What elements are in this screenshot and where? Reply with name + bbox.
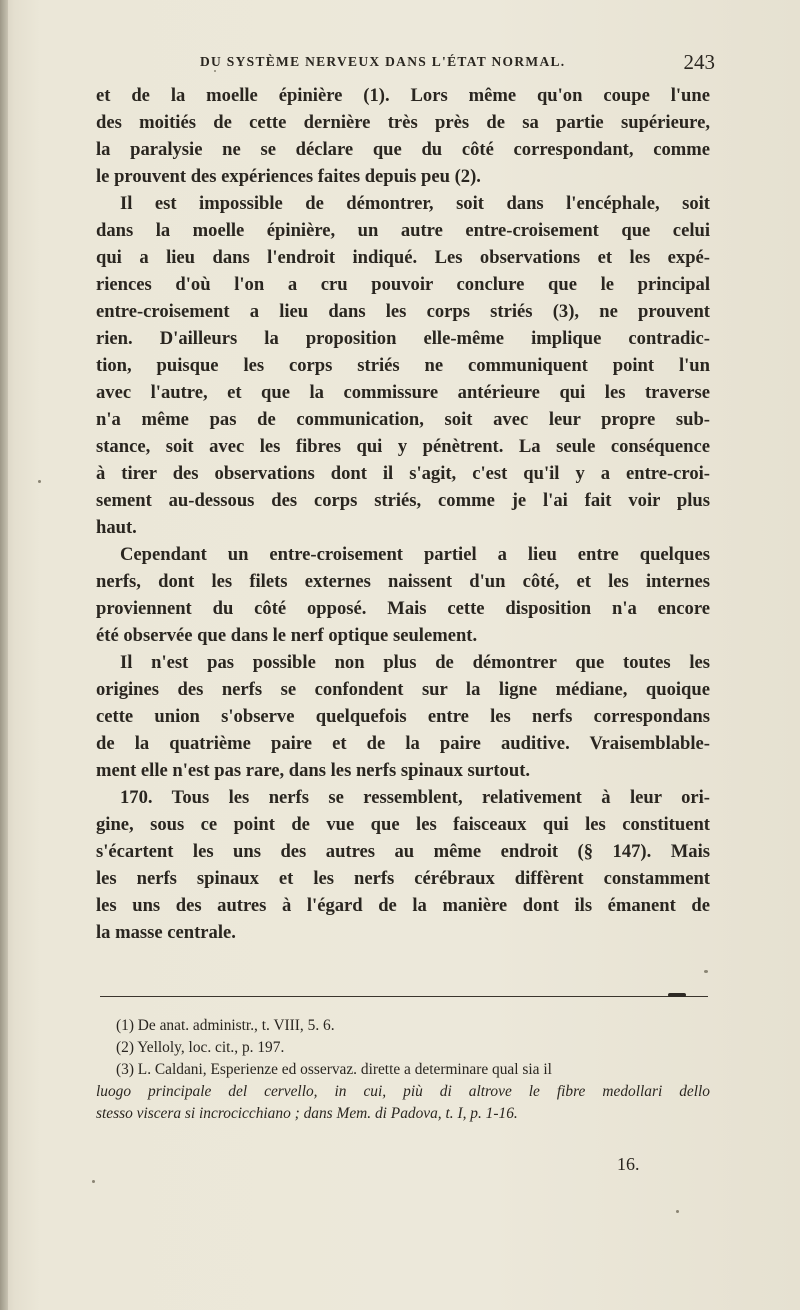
text-line: stance, soit avec les fibres qui y pénètrent. La seule conséquence bbox=[96, 436, 710, 457]
paper-speck bbox=[38, 480, 41, 483]
footnote-3: (3) L. Caldani, Esperienze ed osservaz. dirette a determinare qual sia il bbox=[116, 1061, 552, 1078]
footnote-separator bbox=[100, 996, 708, 997]
text-line: les uns des autres à l'égard de la manière dont ils émanent de bbox=[96, 895, 710, 916]
text-line: n'a même pas de communication, soit avec leur propre sub- bbox=[96, 409, 710, 430]
text-line: gine, sous ce point de vue que les faisceaux qui les constituent bbox=[96, 814, 710, 835]
text-line: la masse centrale. bbox=[96, 922, 236, 943]
text-line: riences d'où l'on a cru pouvoir conclure que le principal bbox=[96, 274, 710, 295]
text-line: nerfs, dont les filets externes naissent d'un côté, et les internes bbox=[96, 571, 710, 592]
paper-speck bbox=[704, 970, 708, 973]
text-line: des moitiés de cette dernière très près de sa partie supérieure, bbox=[96, 112, 710, 133]
text-line: les nerfs spinaux et les nerfs cérébraux diffèrent constamment bbox=[96, 868, 710, 889]
page-number: 243 bbox=[683, 50, 715, 74]
text-line: sement au-dessous des corps striés, comme je l'ai fait voir plus bbox=[96, 490, 710, 511]
text-line: la paralysie ne se déclare que du côté correspondant, comme bbox=[96, 139, 710, 160]
separator-ornament bbox=[668, 993, 686, 997]
text-line: qui a lieu dans l'endroit indiqué. Les observations et les expé- bbox=[96, 247, 710, 268]
text-line: proviennent du côté opposé. Mais cette disposition n'a encore bbox=[96, 598, 710, 619]
paper-speck bbox=[676, 1210, 679, 1213]
footnote-3-continuation: stesso viscera si incrocicchiano ; dans Mem. di Padova, t. I, p. 1-16. bbox=[96, 1105, 518, 1122]
text-line: haut. bbox=[96, 517, 137, 538]
page-spine-shadow bbox=[0, 0, 8, 1310]
text-line: s'écartent les uns des autres au même endroit (§ 147). Mais bbox=[96, 841, 710, 862]
text-line: à tirer des observations dont il s'agit, c'est qu'il y a entre-croi- bbox=[96, 463, 710, 484]
page-header bbox=[200, 50, 715, 78]
text-line: ment elle n'est pas rare, dans les nerfs spinaux surtout. bbox=[96, 760, 531, 781]
text-line: Il n'est pas possible non plus de démontrer que toutes les bbox=[120, 652, 710, 673]
text-line: origines des nerfs se confondent sur la ligne médiane, quoique bbox=[96, 679, 710, 700]
text-line: cette union s'observe quelquefois entre les nerfs correspondans bbox=[96, 706, 710, 727]
signature-mark: 16. bbox=[617, 1154, 640, 1174]
text-line: tion, puisque les corps striés ne communiquent point l'un bbox=[96, 355, 710, 376]
main-text bbox=[96, 82, 710, 946]
text-line: Cependant un entre-croisement partiel a lieu entre quelques bbox=[120, 544, 710, 565]
footnote-1: (1) De anat. administr., t. VIII, 5. 6. bbox=[116, 1017, 335, 1034]
paper-speck bbox=[214, 70, 216, 72]
footnotes bbox=[96, 1015, 710, 1125]
text-line: le prouvent des expériences faites depuis peu (2). bbox=[96, 166, 481, 187]
text-line: et de la moelle épinière (1). Lors même qu'on coupe l'une bbox=[96, 85, 710, 106]
text-line: 170. Tous les nerfs se ressemblent, relativement à leur ori- bbox=[120, 787, 710, 808]
paper-speck bbox=[92, 1180, 95, 1183]
text-line: avec l'autre, et que la commissure antérieure qui les traverse bbox=[96, 382, 710, 403]
footnote-2: (2) Yelloly, loc. cit., p. 197. bbox=[116, 1039, 285, 1056]
text-line: Il est impossible de démontrer, soit dans l'encéphale, soit bbox=[120, 193, 710, 214]
footnote-3-continuation: luogo principale del cervello, in cui, più di altrove le fibre medollari dello bbox=[96, 1083, 710, 1100]
text-line: été observée que dans le nerf optique seulement. bbox=[96, 625, 478, 646]
running-title: DU SYSTÈME NERVEUX DANS L'ÉTAT NORMAL. bbox=[200, 54, 566, 69]
text-line: rien. D'ailleurs la proposition elle-même implique contradic- bbox=[96, 328, 710, 349]
text-line: de la quatrième paire et de la paire auditive. Vraisemblable- bbox=[96, 733, 710, 754]
text-line: entre-croisement a lieu dans les corps striés (3), ne prouvent bbox=[96, 301, 710, 322]
text-line: dans la moelle épinière, un autre entre-croisement que celui bbox=[96, 220, 710, 241]
